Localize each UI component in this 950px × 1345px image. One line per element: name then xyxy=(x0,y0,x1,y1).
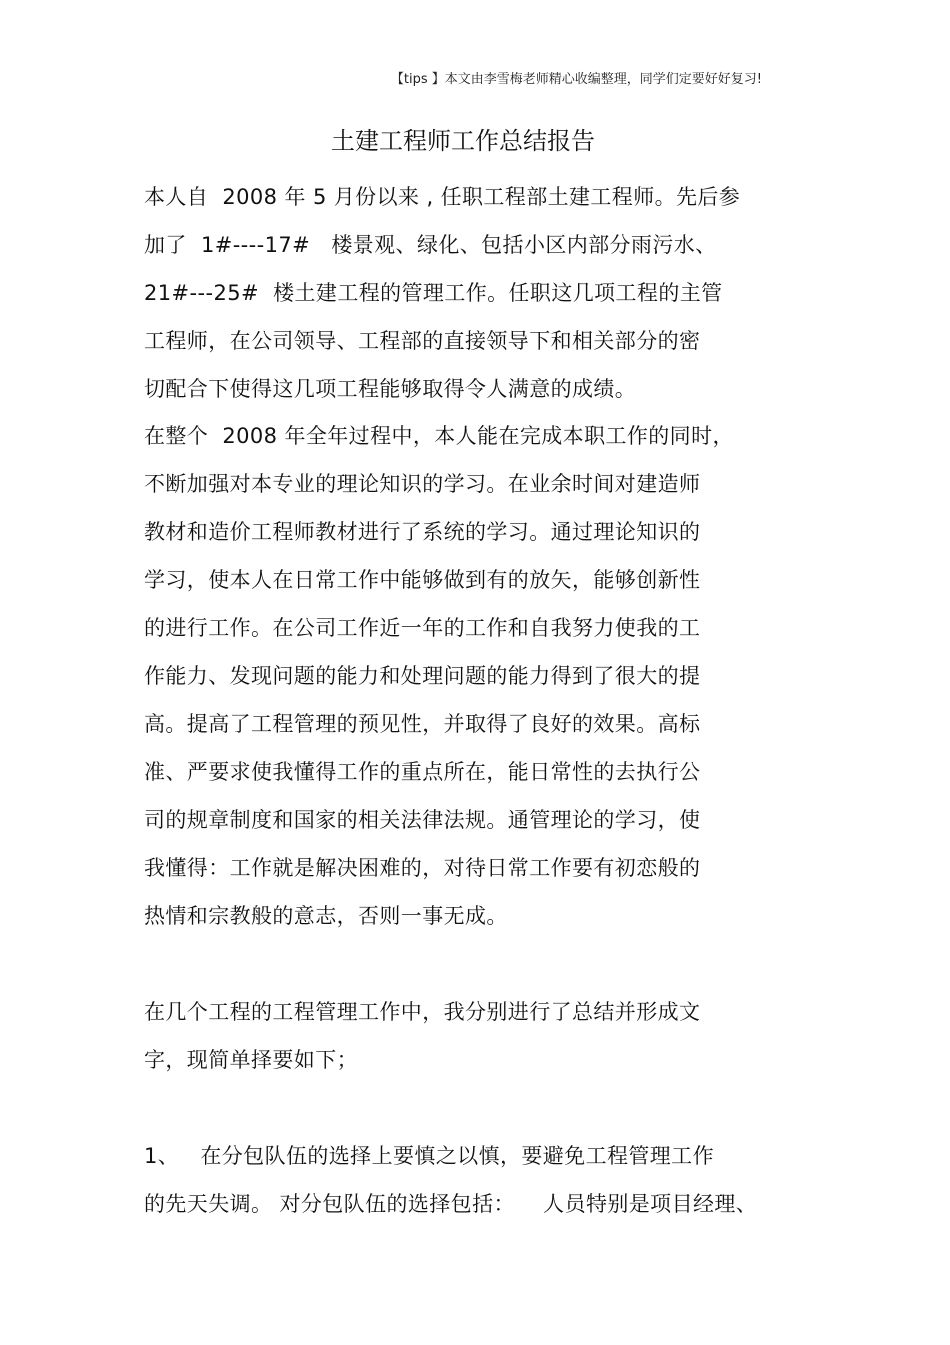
body-line: 学习，使本人在日常工作中能够做到有的放矢，能够创新性 xyxy=(144,568,701,592)
body-line: 工程师，在公司领导、工程部的直接领导下和相关部分的密 xyxy=(144,329,701,353)
body-line: 的先天失调。 对分包队伍的选择包括： 人员特别是项目经理、 xyxy=(144,1192,758,1216)
document-title: 土建工程师工作总结报告 xyxy=(331,127,595,155)
body-line: 司的规章制度和国家的相关法律法规。通管理论的学习，使 xyxy=(144,808,701,832)
body-line: 不断加强对本专业的理论知识的学习。在业余时间对建造师 xyxy=(144,472,701,496)
body-line: 字，现简单择要如下； xyxy=(144,1048,358,1072)
body-line: 在整个 2008 年全年过程中，本人能在完成本职工作的同时， xyxy=(144,424,734,448)
body-line: 在几个工程的工程管理工作中，我分别进行了总结并形成文 xyxy=(144,1000,701,1024)
body-line: 切配合下使得这几项工程能够取得令人满意的成绩。 xyxy=(144,377,637,401)
body-line: 21#---25# 楼土建工程的管理工作。任职这几项工程的主管 xyxy=(144,281,723,305)
header-tips-note: 【tips 】本文由李雪梅老师精心收编整理，同学们定要好好复习! xyxy=(390,72,762,87)
body-line: 作能力、发现问题的能力和处理问题的能力得到了很大的提 xyxy=(144,664,701,688)
body-line: 本人自 2008 年 5 月份以来 , 任职工程部土建工程师。先后参 xyxy=(144,185,741,209)
body-line: 的进行工作。在公司工作近一年的工作和自我努力使我的工 xyxy=(144,616,701,640)
body-line: 教材和造价工程师教材进行了系统的学习。通过理论知识的 xyxy=(144,520,701,544)
body-line: 高。提高了工程管理的预见性，并取得了良好的效果。高标 xyxy=(144,712,701,736)
body-line: 1、 在分包队伍的选择上要慎之以慎，要避免工程管理工作 xyxy=(144,1144,714,1168)
body-line: 准、严要求使我懂得工作的重点所在，能日常性的去执行公 xyxy=(144,760,701,784)
body-line: 加了 1#----17# 楼景观、绿化、包括小区内部分雨污水、 xyxy=(144,233,717,257)
body-line: 热情和宗教般的意志，否则一事无成。 xyxy=(144,904,508,928)
body-line: 我懂得：工作就是解决困难的，对待日常工作要有初恋般的 xyxy=(144,856,701,880)
